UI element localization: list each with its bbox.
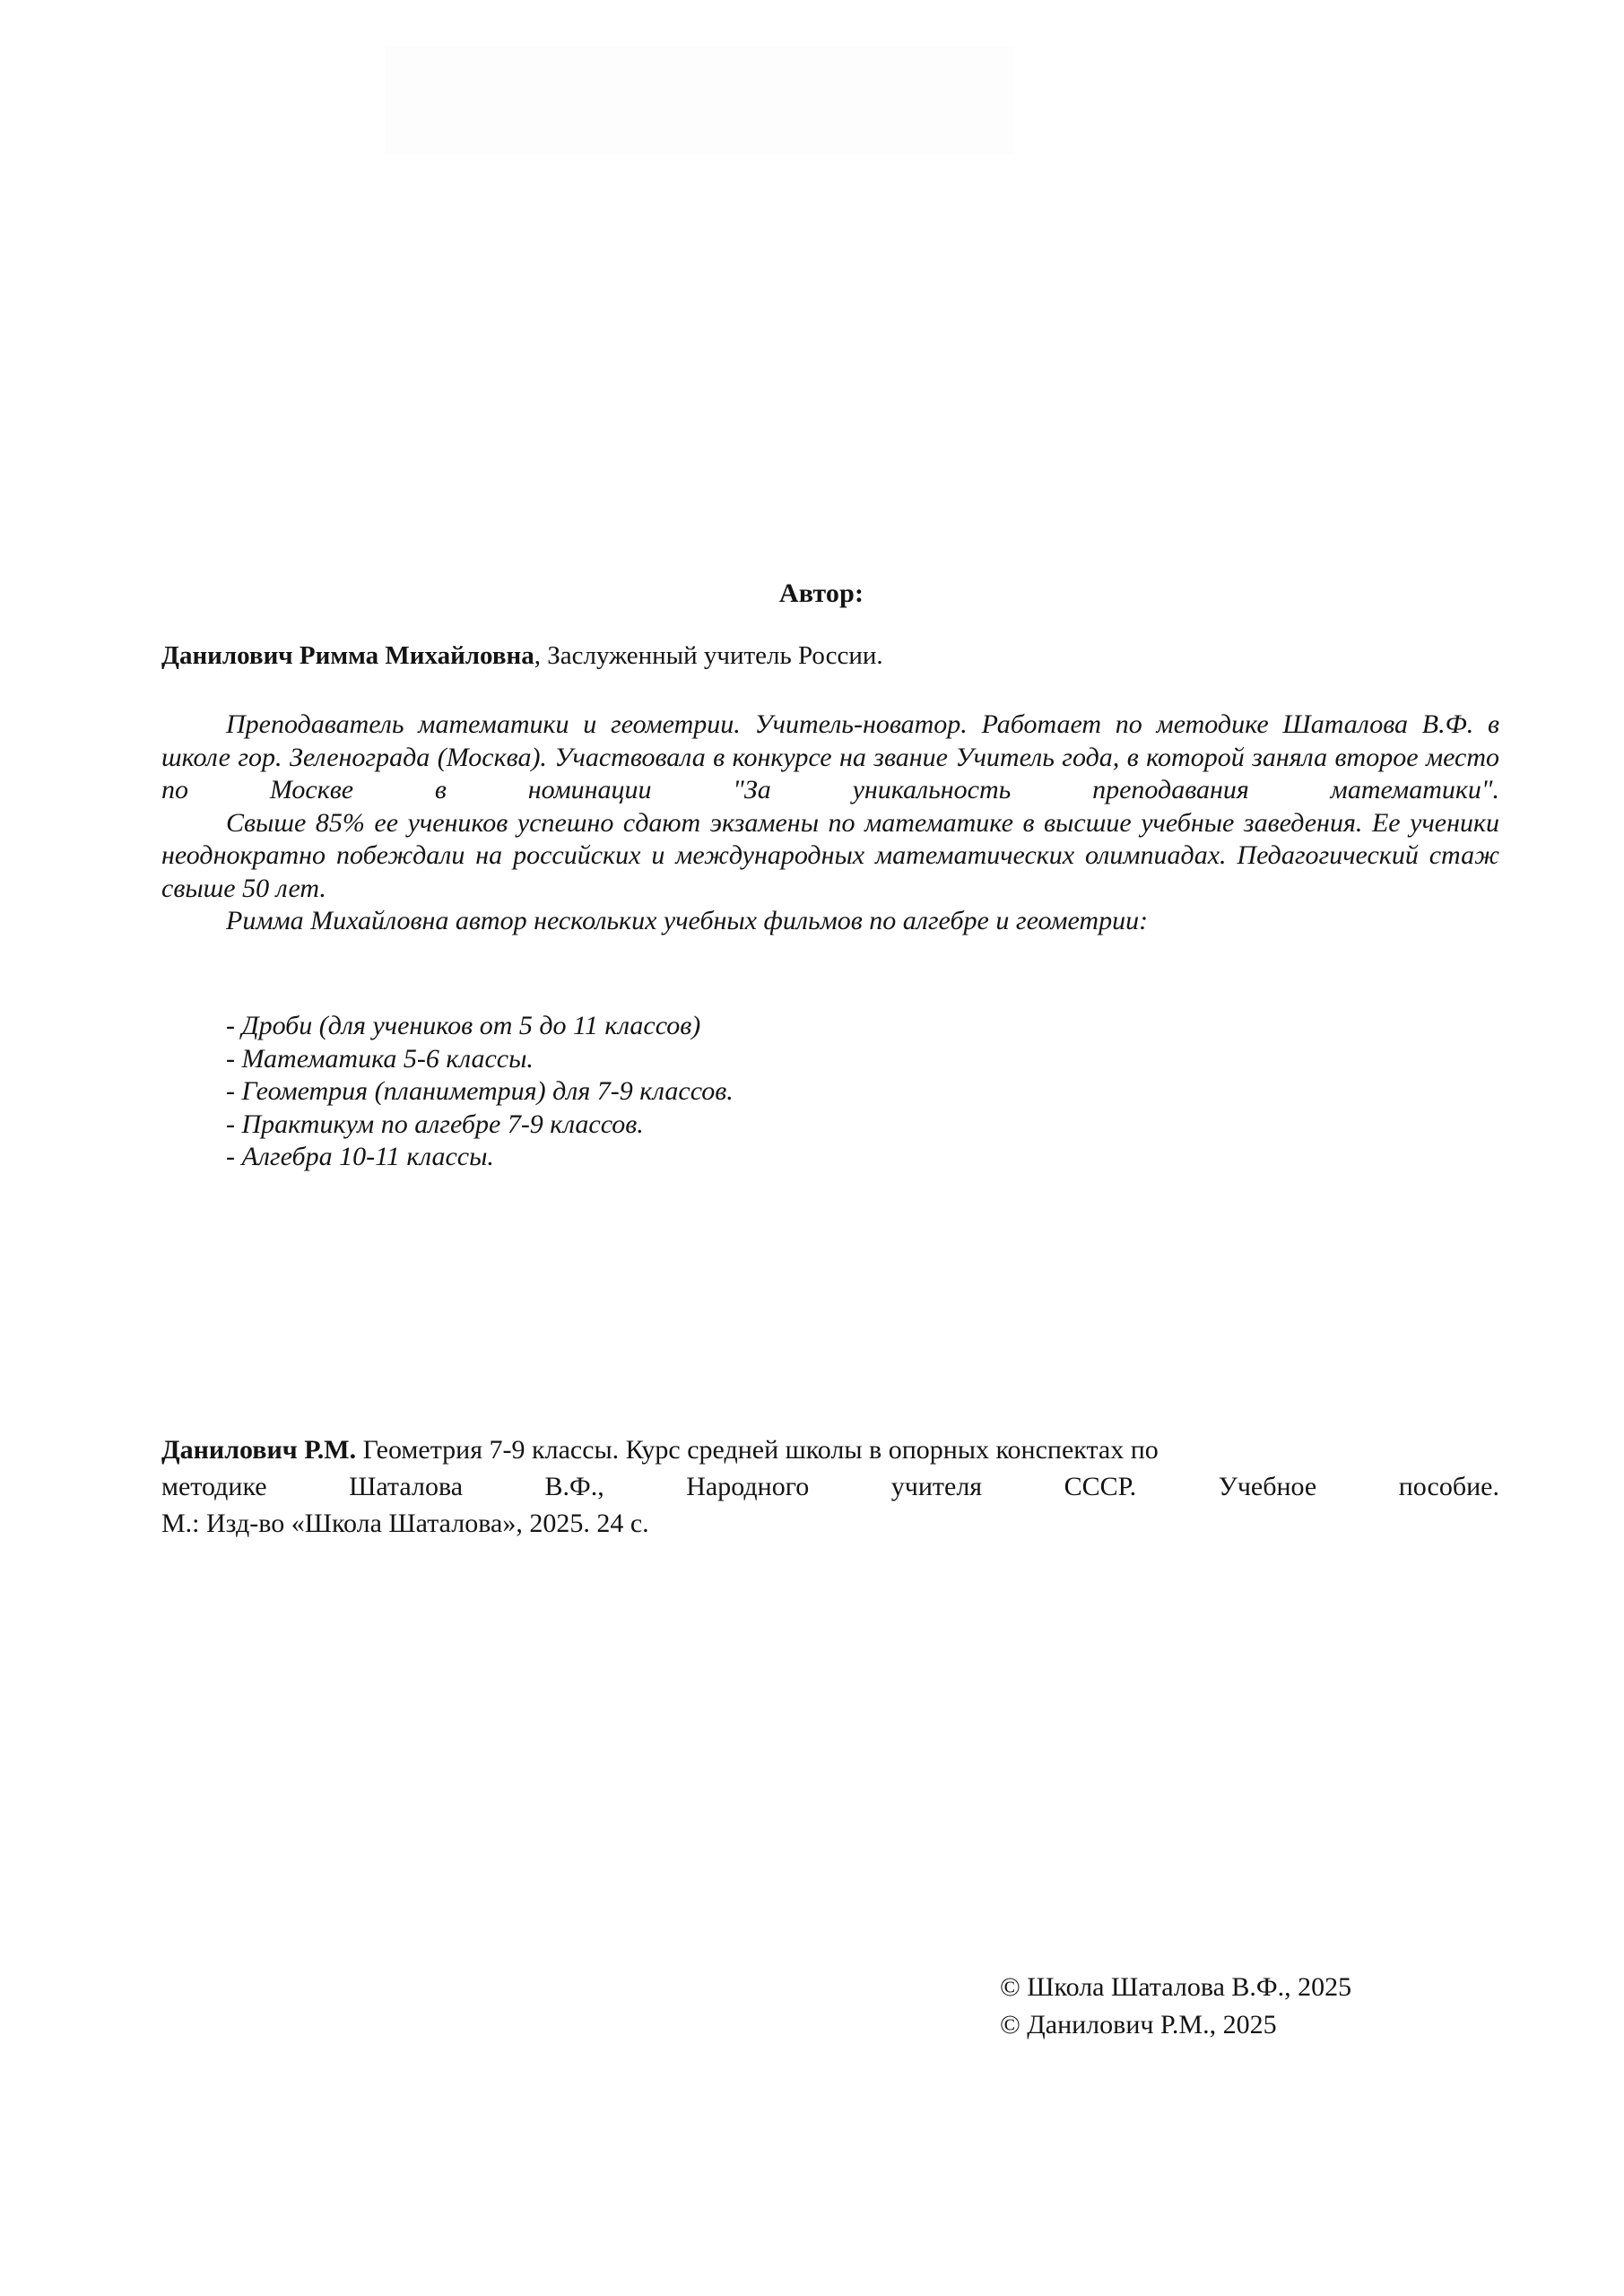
educational-films-list [161,1010,1499,1174]
bio-paragraph-1: Преподаватель математики и геометрии. Учитель-новатор. Работает по методике Шаталова В.Ф. в школе гор. Зеленограда (Москва). Участвовала в конкурсе на звание Учитель года, в которой заняла второе место по Москве в номинации "За уникальность преподавания математики". [161,709,1499,804]
biblio-line-c: М.: Изд-во «Школа Шаталова», 2025. 24 с. [161,1509,649,1538]
list-item: - Дроби (для учеников от 5 до 11 классов) [226,1011,701,1040]
author-credential: , Заслуженный учитель России. [534,641,883,670]
biblio-line-b: методике Шаталова В.Ф., Народного учителя СССР. Учебное пособие. [161,1472,1499,1501]
bio-paragraph-2: Свыше 85% ее учеников успешно сдают экзамены по математике в высшие учебные заведения. Ее ученики неоднократно побеждали на российских и международных математических олимпиадах. Педагогический стаж свыше 50 лет. [161,807,1499,903]
list-item: - Практикум по алгебре 7-9 классов. [226,1109,644,1139]
author-name-line [161,640,1499,672]
biblio-author: Данилович Р.М. [161,1435,357,1465]
copyright-line-author: © Данилович Р.М., 2025 [1000,2010,1277,2039]
biblio-line-a [161,1431,1499,1468]
list-item: - Геометрия (планиметрия) для 7-9 классов. [226,1076,734,1106]
bio-paragraph-3: Римма Михайловна автор нескольких учебных фильмов по алгебре и геометрии: [226,906,1149,935]
author-full-name: Данилович Римма Михайловна [161,641,534,670]
copyright-line-publisher: © Школа Шаталова В.Ф., 2025 [1000,1972,1352,2002]
list-item: - Математика 5-6 классы. [226,1043,534,1074]
author-biography [161,709,1499,938]
scan-artifact [386,47,1013,154]
author-heading-label: Автор: [778,578,864,608]
biblio-title: Геометрия 7-9 классы. Курс средней школы в опорных конспектах по [356,1435,1159,1465]
bibliographic-record [161,1431,1499,1542]
list-item: - Алгебра 10-11 классы. [226,1142,494,1171]
author-heading [161,578,1499,609]
copyright-block [1000,1969,1499,2044]
